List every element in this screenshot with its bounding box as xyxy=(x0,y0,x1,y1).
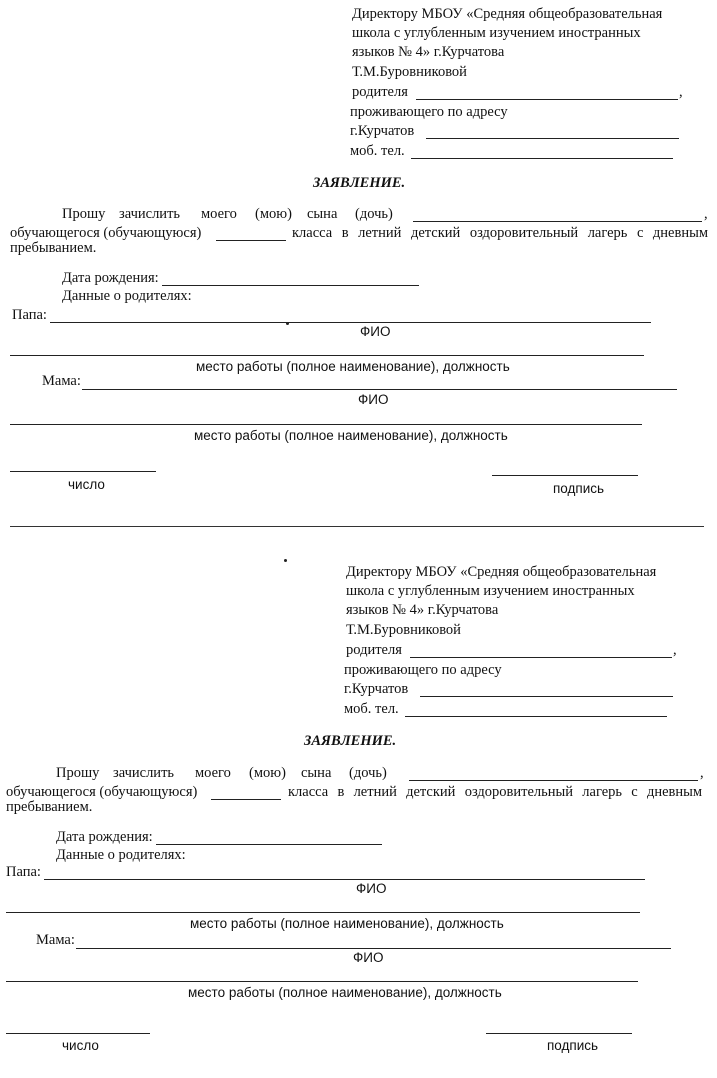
request-word: зачислить xyxy=(113,765,175,781)
scan-speck xyxy=(286,322,289,325)
parent-name-field[interactable] xyxy=(410,657,672,658)
father-work-field[interactable] xyxy=(10,355,644,356)
father-work-caption: место работы (полное наименование), должность xyxy=(190,916,504,931)
request-word: (мою) xyxy=(255,206,292,222)
birth-date-field[interactable] xyxy=(162,285,419,286)
father-name-field[interactable] xyxy=(44,879,645,880)
addressee-line-2: школа с углубленным изучением иностранных xyxy=(346,583,635,599)
city-label: г.Курчатов xyxy=(344,681,409,697)
father-fio-caption: ФИО xyxy=(356,881,387,896)
application-title: ЗАЯВЛЕНИЕ. xyxy=(313,175,406,191)
father-label: Папа: xyxy=(12,307,47,323)
address-field[interactable] xyxy=(420,696,673,697)
addressee-line-3: языков № 4» г.Курчатова xyxy=(346,602,499,618)
mother-work-caption: место работы (полное наименование), должность xyxy=(194,428,508,443)
camp-text: класса в летний детский оздоровительный лагерь с дневным xyxy=(292,225,709,241)
mother-work-field[interactable] xyxy=(6,981,638,982)
address-label: проживающего по адресу xyxy=(344,662,502,678)
camp-text-end: пребыванием. xyxy=(10,240,97,256)
father-work-field[interactable] xyxy=(6,912,640,913)
signature-field[interactable] xyxy=(492,475,638,476)
mother-fio-caption: ФИО xyxy=(358,392,389,407)
parent-label: родителя xyxy=(352,84,408,100)
father-label: Папа: xyxy=(6,864,41,880)
camp-text-end: пребыванием. xyxy=(6,799,93,815)
phone-label: моб. тел. xyxy=(344,701,399,717)
addressee-line-1: Директору МБОУ «Средняя общеобразовательная xyxy=(346,564,657,580)
request-word: (дочь) xyxy=(349,765,387,781)
signature-field[interactable] xyxy=(486,1033,632,1034)
father-fio-caption: ФИО xyxy=(360,324,391,339)
request-word: (дочь) xyxy=(355,206,393,222)
birth-date-field[interactable] xyxy=(156,844,382,845)
date-field[interactable] xyxy=(10,471,156,472)
grade-field[interactable] xyxy=(216,240,286,241)
mother-fio-caption: ФИО xyxy=(353,950,384,965)
request-word: Прошу xyxy=(56,765,100,781)
addressee-line-3: языков № 4» г.Курчатова xyxy=(352,44,505,60)
request-word: сына xyxy=(307,206,338,222)
date-caption: число xyxy=(68,477,105,492)
birth-date-label: Дата рождения: xyxy=(56,829,153,845)
addressee-line-2: школа с углубленным изучением иностранных xyxy=(352,25,641,41)
request-word: зачислить xyxy=(119,206,181,222)
application-form-2 xyxy=(0,558,717,1078)
cut-line xyxy=(10,526,704,527)
comma: , xyxy=(704,206,708,222)
phone-label: моб. тел. xyxy=(350,143,405,159)
phone-field[interactable] xyxy=(405,716,667,717)
child-name-field[interactable] xyxy=(409,780,698,781)
mother-label: Мама: xyxy=(36,932,75,948)
parent-name-field[interactable] xyxy=(416,99,678,100)
child-name-field[interactable] xyxy=(413,221,702,222)
date-caption: число xyxy=(62,1038,99,1053)
address-field[interactable] xyxy=(426,138,679,139)
comma: , xyxy=(673,642,677,658)
father-name-field[interactable] xyxy=(50,322,651,323)
addressee-line-1: Директору МБОУ «Средняя общеобразовательная xyxy=(352,6,663,22)
city-label: г.Курчатов xyxy=(350,123,415,139)
application-title: ЗАЯВЛЕНИЕ. xyxy=(304,733,397,749)
camp-text: класса в летний детский оздоровительный лагерь с дневным xyxy=(288,784,703,800)
request-word: сына xyxy=(301,765,332,781)
mother-work-field[interactable] xyxy=(10,424,642,425)
parents-label: Данные о родителях: xyxy=(56,847,186,863)
comma: , xyxy=(679,84,683,100)
request-word: моего xyxy=(195,765,231,781)
parents-label: Данные о родителях: xyxy=(62,288,192,304)
birth-date-label: Дата рождения: xyxy=(62,270,159,286)
addressee-name: Т.М.Буровниковой xyxy=(346,622,461,638)
signature-caption: подпись xyxy=(547,1038,599,1053)
student-of-label: обучающегося (обучающуюся) xyxy=(6,784,198,800)
mother-work-caption: место работы (полное наименование), должность xyxy=(188,985,502,1000)
mother-label: Мама: xyxy=(42,373,81,389)
mother-name-field[interactable] xyxy=(82,389,677,390)
request-word: (мою) xyxy=(249,765,286,781)
grade-field[interactable] xyxy=(211,799,281,800)
date-field[interactable] xyxy=(6,1033,150,1034)
signature-caption: подпись xyxy=(553,481,605,496)
father-work-caption: место работы (полное наименование), должность xyxy=(196,359,510,374)
parent-label: родителя xyxy=(346,642,402,658)
comma: , xyxy=(700,765,704,781)
phone-field[interactable] xyxy=(411,158,673,159)
addressee-name: Т.М.Буровниковой xyxy=(352,64,467,80)
application-form-1 xyxy=(0,0,717,520)
address-label: проживающего по адресу xyxy=(350,104,508,120)
student-of-label: обучающегося (обучающуюся) xyxy=(10,225,202,241)
request-word: моего xyxy=(201,206,237,222)
request-word: Прошу xyxy=(62,206,106,222)
